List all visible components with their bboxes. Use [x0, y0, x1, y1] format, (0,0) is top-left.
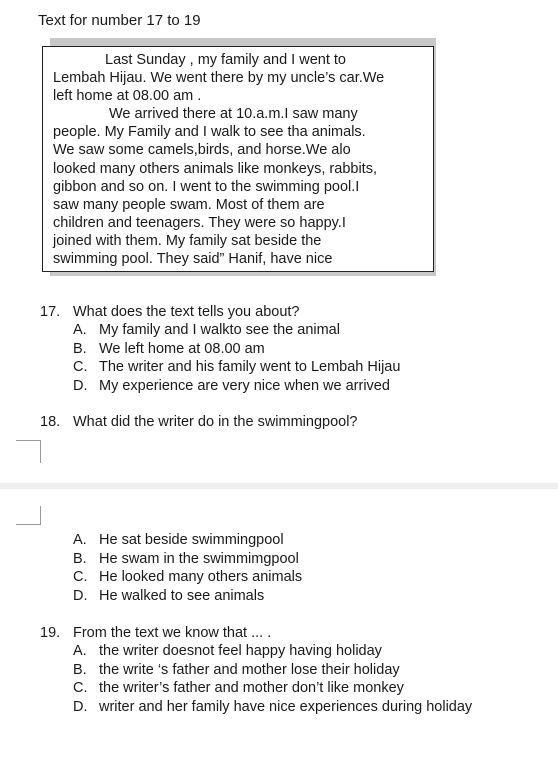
passage-line: left home at 08.00 am . [53, 88, 202, 105]
option-b[interactable] [73, 550, 302, 569]
option-d[interactable] [73, 377, 400, 396]
option-a[interactable] [73, 642, 472, 661]
option-d[interactable] [73, 698, 472, 717]
passage-line: people. My Family and I walk to see tha animals. [53, 124, 366, 141]
option-b[interactable] [73, 661, 472, 680]
question-18 [40, 414, 358, 430]
passage-line: swimming pool. They said” Hanif, have nice [53, 251, 333, 268]
option-letter: D. [73, 378, 88, 395]
passage-line: Last Sunday , my family and I went to [105, 52, 346, 68]
option-text: the write ‘s father and mother lose their holiday [99, 661, 400, 678]
option-c[interactable] [73, 568, 302, 587]
option-letter: A. [73, 532, 87, 548]
passage-line: looked many others animals like monkeys, rabbits, [53, 160, 377, 177]
passage-line: Lembah Hijau. We went there by my uncle’s car.We [53, 70, 385, 87]
passage-line: gibbon and so on. I went to the swimming pool.I [53, 178, 360, 195]
option-letter: B. [73, 550, 87, 567]
page-corner-mark [16, 506, 41, 525]
option-a[interactable] [73, 531, 302, 550]
option-text: He sat beside swimmingpool [99, 532, 284, 548]
option-c[interactable] [73, 679, 472, 698]
option-b[interactable] [73, 340, 400, 359]
question-17 [40, 304, 300, 320]
option-text: the writer doesnot feel happy having holiday [99, 643, 382, 659]
option-letter: C. [73, 569, 88, 586]
passage-line: children and teenagers. They were so happy.I [53, 214, 346, 231]
passage-line: We saw some camels,birds, and horse.We alo [53, 142, 351, 159]
question-18-options [73, 531, 302, 606]
option-text: We left home at 08.00 am [99, 340, 265, 357]
option-text: He swam in the swimmimgpool [99, 550, 299, 567]
option-letter: A. [73, 643, 87, 659]
question-number: 19. [40, 625, 61, 641]
question-19-options [73, 642, 472, 717]
reading-passage [42, 46, 434, 272]
option-letter: B. [73, 340, 87, 357]
question-text: What did the writer do in the swimmingpool? [73, 414, 358, 430]
section-heading: Text for number 17 to 19 [38, 12, 201, 29]
passage-line: joined with them. My family sat beside the [53, 232, 322, 249]
option-text: The writer and his family went to Lembah Hijau [99, 359, 401, 376]
option-text: He walked to see animals [99, 588, 265, 605]
passage-line: saw many people swam. Most of them are [53, 196, 325, 213]
page-corner-mark [16, 440, 41, 463]
question-number: 17. [40, 304, 61, 320]
option-text: My experience are very nice when we arrived [99, 378, 390, 395]
option-d[interactable] [73, 587, 302, 606]
option-a[interactable] [73, 321, 400, 340]
question-text: From the text we know that ... . [73, 625, 272, 641]
option-letter: D. [73, 588, 88, 605]
passage-line: We arrived there at 10.a.m.I saw many [109, 106, 358, 123]
option-letter: D. [73, 699, 88, 716]
option-c[interactable] [73, 358, 400, 377]
question-17-options [73, 321, 400, 396]
option-letter: A. [73, 322, 87, 338]
question-number: 18. [40, 414, 61, 430]
option-letter: C. [73, 680, 88, 697]
page-break [0, 483, 558, 489]
option-letter: B. [73, 661, 87, 678]
option-text: My family and I walkto see the animal [99, 322, 340, 338]
question-text: What does the text tells you about? [73, 304, 300, 320]
option-letter: C. [73, 359, 88, 376]
option-text: He looked many others animals [99, 569, 303, 586]
question-19 [40, 625, 271, 641]
option-text: the writer’s father and mother don’t like monkey [99, 680, 404, 697]
option-text: writer and her family have nice experiences during holiday [99, 699, 473, 716]
